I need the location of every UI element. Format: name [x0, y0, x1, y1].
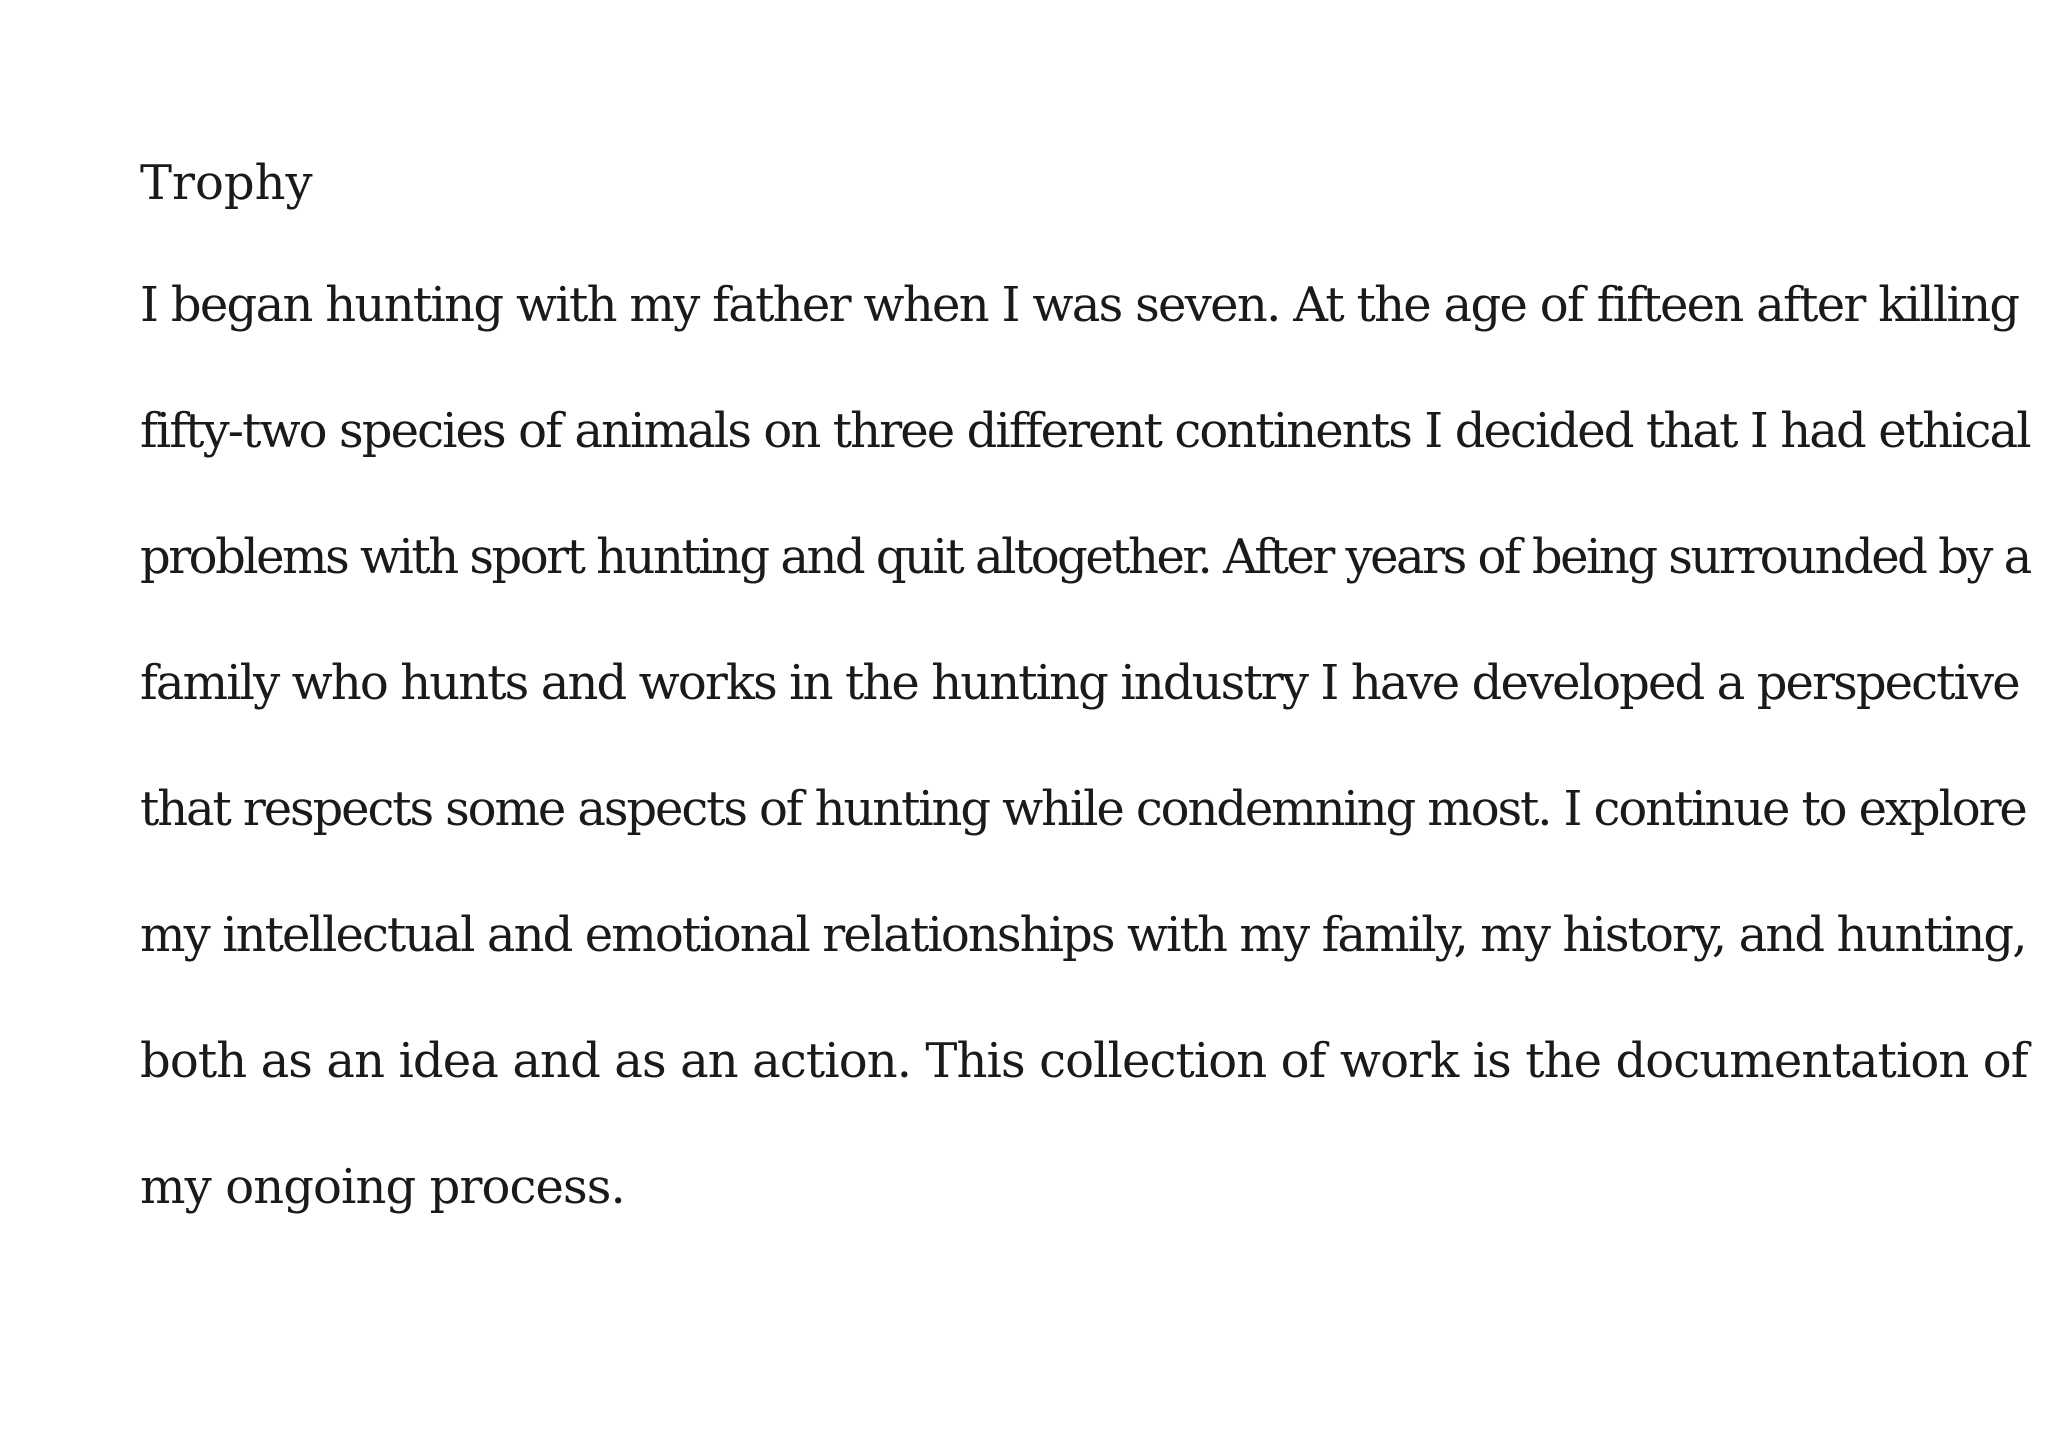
- paragraph-line-1: I began hunting with my father when I was seven. At the age of fifteen after killing: [140, 277, 2019, 333]
- paragraph-line-4: family who hunts and works in the hunting industry I have developed a perspective: [140, 655, 2019, 711]
- paragraph-line-6: my intellectual and emotional relationships with my family, my history, and hunting,: [140, 907, 2026, 963]
- paragraph-line-8: my ongoing process.: [140, 1159, 625, 1215]
- document-title: Trophy: [140, 155, 313, 211]
- paragraph-line-3: problems with sport hunting and quit altogether. After years of being surrounded by a: [140, 529, 2030, 585]
- paragraph-line-7: both as an idea and as an action. This collection of work is the documentation of: [140, 1033, 2028, 1089]
- body-paragraph: [140, 270, 2030, 1278]
- paragraph-line-2: fifty-two species of animals on three different continents I decided that I had ethical: [140, 403, 2030, 459]
- paragraph-line-5: that respects some aspects of hunting while condemning most. I continue to explore: [140, 781, 2026, 837]
